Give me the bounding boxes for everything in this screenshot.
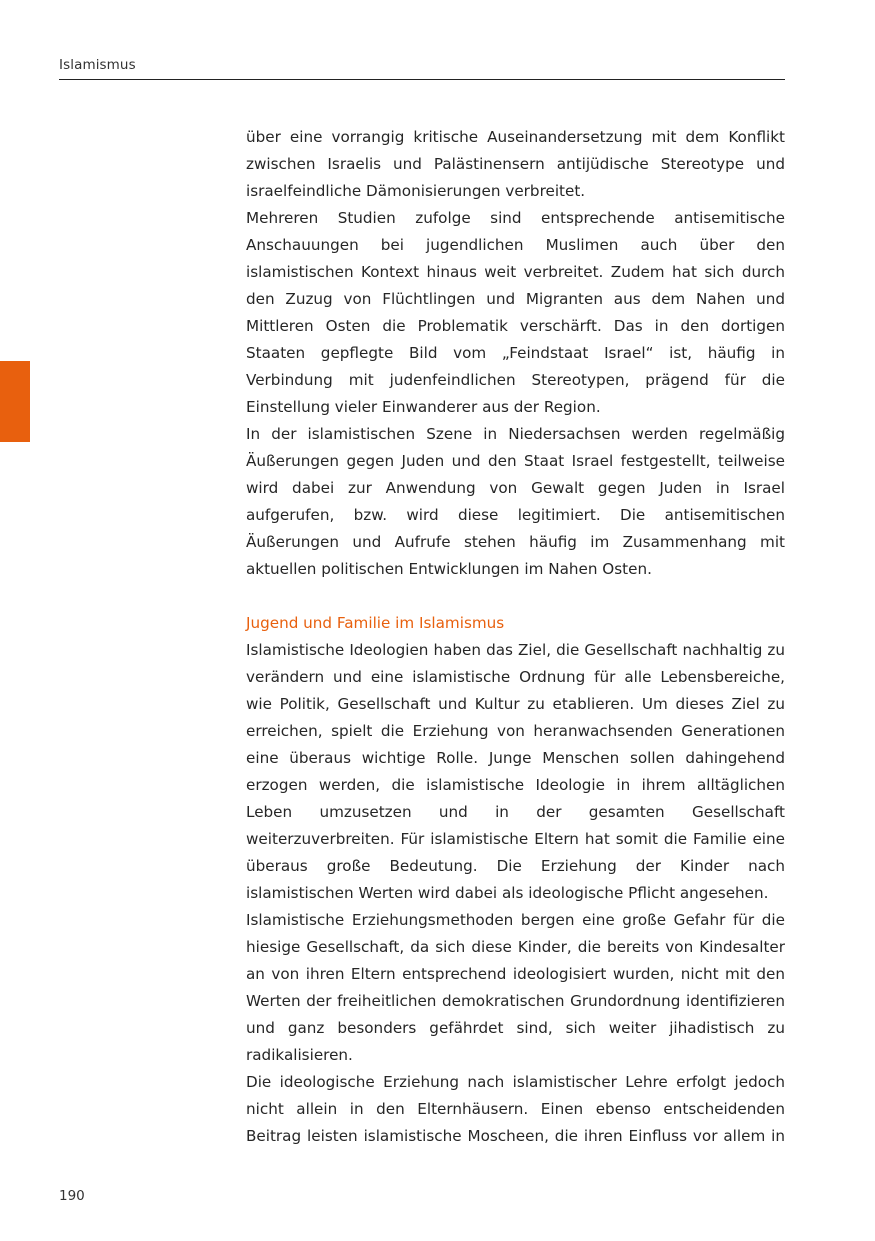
section-heading: Jugend und Familie im Islamismus [246,614,505,632]
paragraph: In der islamistischen Szene in Niedersachsen werden regelmäßig Äußerungen gegen Juden und den Staat Israel festgestellt, teilweise wird dabei zur Anwendung von Gewalt gegen Juden in Israel aufgerufen, bzw. wird diese legitimiert. Die antisemitischen Äußerungen und Aufrufe stehen häufig im Zusammenhang mit aktuellen politischen Entwicklungen im Nahen Osten. [246,425,785,578]
paragraph: Islamistische Erziehungsmethoden bergen eine große Gefahr für die hiesige Gesellschaft, da sich diese Kinder, die bereits von Kindesalter an von ihren Eltern entsprechend ideologisiert wurden, nicht mit den Werten der freiheitlichen demokratischen Grundordnung identifizieren und ganz besonders gefährdet sind, sich weiter jihadistisch zu radikalisieren. [246,911,785,1064]
running-head: Islamismus [59,57,136,73]
header-rule [59,79,785,80]
body-text [246,124,785,1150]
paragraph: Die ideologische Erziehung nach islamistischer Lehre erfolgt jedoch nicht allein in den Elternhäusern. Einen ebenso entscheidenden Beitrag leisten islamistische Moscheen, die ihren Einfluss vor allem in [246,1073,785,1145]
paragraph: Mehreren Studien zufolge sind entsprechende antisemitische Anschauungen bei jugendlichen Muslimen auch über den islamistischen Kontext hinaus weit verbreitet. Zudem hat sich durch den Zuzug von Flüchtlingen und Migranten aus dem Nahen und Mittleren Osten die Problematik verschärft. Das in den dortigen Staaten gepflegte Bild vom „Feindstaat Israel“ ist, häufig in Verbindung mit judenfeindlichen Stereotypen, prägend für die Einstellung vieler Einwanderer aus der Region. [246,209,785,416]
paragraph: Islamistische Ideologien haben das Ziel, die Gesellschaft nachhaltig zu verändern und eine islamistische Ordnung für alle Lebensbereiche, wie Politik, Gesellschaft und Kultur zu etablieren. Um dieses Ziel zu erreichen, spielt die Erziehung von heranwachsenden Generationen eine überaus wichtige Rolle. Junge Menschen sollen dahingehend erzogen werden, die islamistische Ideologie in ihrem alltäglichen Leben umzusetzen und in der gesamten Gesellschaft weiterzuverbreiten. Für islamistische Eltern hat somit die Familie eine überaus große Bedeutung. Die Erziehung der Kinder nach islamistischen Werten wird dabei als ideologische Pflicht angesehen. [246,641,785,902]
chapter-tab-marker [0,361,30,442]
page-number: 190 [59,1188,85,1204]
paragraph: über eine vorrangig kritische Auseinandersetzung mit dem Konflikt zwischen Israelis und Palästinensern antijüdische Stereotype und israelfeindliche Dämonisierungen verbreitet. [246,128,785,200]
